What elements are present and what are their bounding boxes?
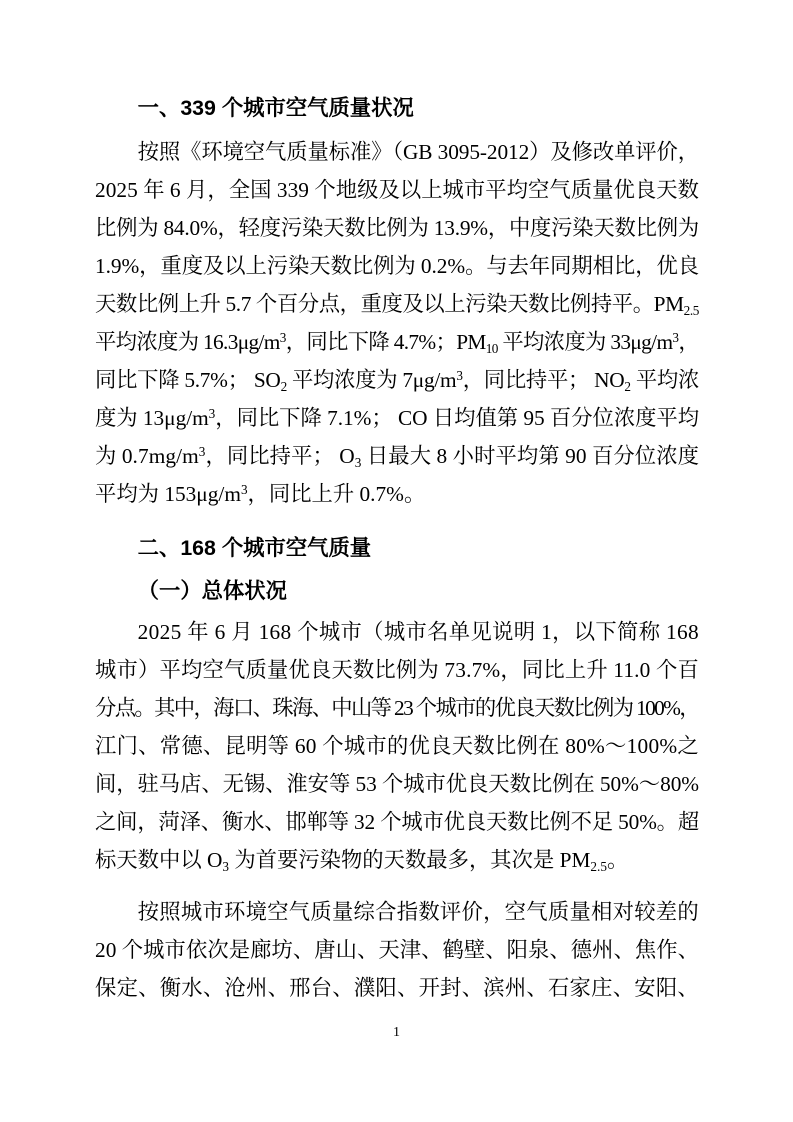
text-run: 保定、衡水、沧州、邢台、濮阳、开封、滨州、石家庄、安阳、: [95, 976, 699, 1000]
text-line-content: [95, 475, 425, 516]
text-run: 日最大 8 小时平均第 90 百分位浓度: [361, 444, 700, 468]
text-run: 标天数中以 O: [95, 848, 223, 872]
text-run: ，同比持平； NO: [462, 368, 625, 392]
superscript: 3: [279, 329, 286, 345]
subscript: 10: [485, 341, 498, 357]
text-run: 城市）平均空气质量优良天数比例为 73.7%，同比上升 11.0 个百: [95, 658, 699, 682]
text-line-content: [95, 931, 699, 969]
text-line: [95, 689, 699, 727]
text-run: 平均为 153μg/m: [95, 482, 241, 506]
text-line-content: [95, 399, 699, 440]
text-line-content: [95, 689, 699, 727]
text-line-content: [138, 893, 699, 931]
text-line: [95, 803, 699, 841]
text-line-content: [95, 803, 699, 841]
body-paragraph: [95, 893, 699, 1007]
text-run: 1.9%，重度及以上污染天数比例为 0.2%。与去年同期相比，优良: [95, 254, 699, 278]
body-paragraph: [95, 613, 699, 879]
text-line: [95, 133, 699, 171]
text-run: 20 个城市依次是廊坊、唐山、天津、鹤壁、阳泉、德州、焦作、: [95, 938, 699, 962]
text-line-content: [95, 247, 699, 285]
text-run: 。: [606, 848, 629, 872]
subscript: 3: [354, 455, 362, 471]
superscript: 3: [672, 329, 679, 345]
text-run: 同比下降 5.7%； SO: [95, 368, 281, 392]
text-line-content: [138, 613, 699, 651]
text-line: [95, 323, 699, 361]
superscript: 3: [198, 443, 206, 459]
text-run: 分点。其中，海口、珠海、中山等 23 个城市的优良天数比例为 100%，: [95, 696, 699, 720]
text-line: [95, 399, 699, 437]
text-line-content: [95, 323, 699, 364]
subsection-heading-overview: （一）总体状况: [137, 579, 287, 603]
text-run: 比例为 84.0%，轻度污染天数比例为 13.9%，中度污染天数比例为: [95, 216, 699, 240]
superscript: 3: [456, 367, 463, 383]
text-run: 按照《环境空气质量标准》（GB 3095-2012）及修改单评价，: [137, 140, 699, 164]
text-run: ，同比下降 7.1%； CO 日均值第 95 百分位浓度平均: [215, 406, 700, 430]
text-line-content: [95, 765, 699, 803]
text-run: 度为 13μg/m: [95, 406, 209, 430]
text-line: [95, 841, 699, 879]
body-paragraph: [95, 133, 699, 513]
text-run: 天数比例上升 5.7 个百分点，重度及以上污染天数比例持平。PM: [95, 292, 684, 316]
text-run: 平均浓: [630, 368, 700, 392]
text-line-content: [95, 969, 699, 1007]
text-line: [95, 931, 699, 969]
text-line: [95, 613, 699, 651]
text-run: 为 0.7mg/m: [95, 444, 199, 468]
text-line-content: [95, 727, 699, 765]
text-line: [95, 361, 699, 399]
text-line: [95, 765, 699, 803]
text-run: 之间，菏泽、衡水、邯郸等 32 个城市优良天数比例不足 50%。超: [95, 810, 699, 834]
subscript: 2.5: [683, 303, 699, 319]
text-line: [95, 651, 699, 689]
text-run: 江门、常德、昆明等 60 个城市的优良天数比例在 80%～100%之: [95, 734, 699, 758]
text-run: 为首要污染物的天数最多，其次是 PM: [229, 848, 591, 872]
text-line-content: [95, 171, 699, 209]
page-number: 1: [393, 1025, 400, 1040]
text-line: [95, 893, 699, 931]
text-line: [95, 475, 699, 513]
subscript: 2: [280, 379, 287, 395]
text-run: ，同比持平； O: [205, 444, 355, 468]
text-run: 2025 年 6 月，全国 339 个地级及以上城市平均空气质量优良天数: [95, 178, 699, 202]
subscript: 2: [624, 379, 631, 395]
text-line-content: [95, 437, 699, 478]
superscript: 3: [208, 405, 216, 421]
text-run: 平均浓度为 33μg/m: [497, 330, 673, 354]
text-line: [95, 285, 699, 323]
superscript: 3: [240, 481, 248, 497]
text-run: 间，驻马店、无锡、淮安等 53 个城市优良天数比例在 50%～80%: [95, 772, 700, 796]
text-line: [95, 171, 699, 209]
text-line-content: [95, 361, 699, 402]
text-line-content: [95, 209, 699, 247]
text-run: 平均浓度为 16.3μg/m: [95, 330, 280, 354]
text-line-content: [95, 841, 628, 882]
text-run: 按照城市环境空气质量综合指数评价，空气质量相对较差的: [137, 900, 699, 924]
text-line-content: [138, 133, 699, 171]
text-line: [95, 209, 699, 247]
text-line-content: [95, 285, 699, 326]
text-run: ，同比下降 4.7%；PM: [285, 330, 486, 354]
subscript: 3: [222, 859, 229, 875]
text-line: [95, 247, 699, 285]
text-run: ，: [678, 330, 700, 354]
text-run: ，同比上升 0.7%。: [247, 482, 426, 506]
text-line-content: [95, 651, 699, 689]
subscript: 2.5: [590, 859, 607, 875]
text-line: [95, 727, 699, 765]
text-run: 2025 年 6 月 168 个城市（城市名单见说明 1，以下简称 168: [137, 620, 699, 644]
section-heading-339-cities: 一、339 个城市空气质量状况: [137, 96, 414, 120]
text-line: [95, 437, 699, 475]
text-line: [95, 969, 699, 1007]
text-run: 平均浓度为 7μg/m: [286, 368, 457, 392]
section-heading-168-cities: 二、168 个城市空气质量: [137, 536, 372, 560]
